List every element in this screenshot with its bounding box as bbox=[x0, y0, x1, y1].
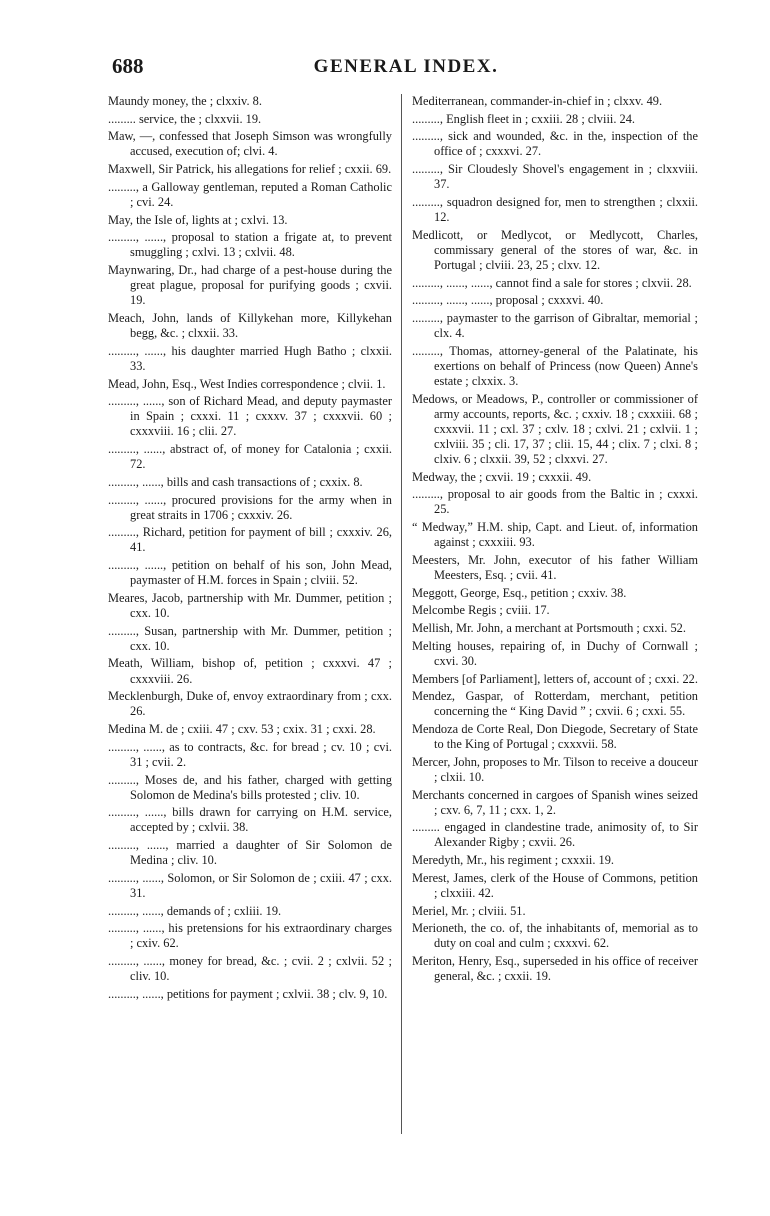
index-entry: ........., ......, his daughter married Hugh Batho ; clxxii. 33. bbox=[108, 343, 392, 373]
index-entry: ........., ......, his pretensions for his extraordinary charges ; cxiv. 62. bbox=[108, 921, 392, 951]
index-entry: Mead, John, Esq., West Indies correspondence ; clvii. 1. bbox=[108, 376, 386, 391]
index-entry: Maynwaring, Dr., had charge of a pest-house during the great plague, proposal for purifying goods ; cxvii. 19. bbox=[108, 263, 392, 308]
index-entry: ........., ......, ......, proposal ; cxxxvi. 40. bbox=[412, 293, 604, 308]
index-entry: ........., proposal to air goods from the Baltic in ; cxxxi. 25. bbox=[412, 487, 698, 517]
index-entry: Melcombe Regis ; cviii. 17. bbox=[412, 603, 550, 618]
index-entry: Melting houses, repairing of, in Duchy of Cornwall ; cxvi. 30. bbox=[412, 638, 698, 668]
column-divider bbox=[401, 94, 402, 1134]
index-entry: ........., Moses de, and his father, charged with getting Solomon de Medina's bills protested ; cliv. 10. bbox=[108, 772, 392, 802]
index-entry: Medows, or Meadows, P., controller or commissioner of army accounts, reports, &c. ; cxxiv. 18 ; cxxxiii. 68 ; cxxxvii. 11 ; cxl. 37 ; cxlv. 18 ; cxlvi. 21 ; cxlvii. 1 ; cxlviii. 35 ; cli. 17, 37 ; clii. 15, 44 ; clix. 7 ; clxi. 8 ; clxiv. 6 ; clxxii. 39, 52 ; clxxvi. 27. bbox=[412, 391, 698, 466]
index-entry: Meesters, Mr. John, executor of his father William Meesters, Esq. ; cvii. 41. bbox=[412, 552, 698, 583]
index-entry: Meriton, Henry, Esq., superseded in his office of receiver general, &c. ; cxxii. 19. bbox=[412, 954, 698, 984]
index-entry: ........., ......, ......, cannot find a sale for stores ; clxvii. 28. bbox=[412, 275, 692, 290]
index-entry: ........., ......, procured provisions for the army when in great straits in 1706 ; cxxxiv. 26. bbox=[108, 492, 392, 522]
index-entry: ........., ......, abstract of, of money for Catalonia ; cxxii. 72. bbox=[108, 442, 392, 472]
index-entry: Mendez, Gaspar, of Rotterdam, merchant, petition concerning the “ King David ” ; cxvii. 6 ; cxxi. 55. bbox=[412, 689, 698, 719]
index-entry: Meath, William, bishop of, petition ; cxxxvi. 47 ; cxxxviii. 26. bbox=[108, 656, 392, 686]
index-entry: ........., Susan, partnership with Mr. Dummer, petition ; cxx. 10. bbox=[108, 623, 392, 653]
page-header bbox=[112, 54, 700, 84]
index-entry: ........., paymaster to the garrison of Gibraltar, memorial ; clx. 4. bbox=[412, 310, 698, 341]
index-entry: Mediterranean, commander-in-chief in ; clxxv. 49. bbox=[412, 94, 663, 108]
index-entry: Meggott, George, Esq., petition ; cxxiv. 38. bbox=[412, 585, 627, 600]
index-entry: Meriel, Mr. ; clviii. 51. bbox=[412, 903, 526, 918]
index-entry: ........., sick and wounded, &c. in the, inspection of the office of ; cxxxvi. 27. bbox=[412, 129, 698, 159]
index-entry: Mendoza de Corte Real, Don Diegode, Secretary of State to the King of Portugal ; cxxxvii. 58. bbox=[412, 722, 698, 752]
index-entry: ........., English fleet in ; cxxiii. 28 ; clviii. 24. bbox=[412, 111, 636, 126]
index-entry: “ Medway,” H.M. ship, Capt. and Lieut. of, information against ; cxxxiii. 93. bbox=[412, 520, 698, 550]
index-entry: ........., ......, as to contracts, &c. for bread ; cv. 10 ; cvi. 31 ; cvii. 2. bbox=[108, 739, 392, 769]
index-entry: Maundy money, the ; clxxiv. 8. bbox=[108, 94, 262, 108]
index-entry: Merchants concerned in cargoes of Spanish wines seized ; cxv. 6, 7, 11 ; cxx. 1, 2. bbox=[412, 787, 698, 817]
index-entry: Medway, the ; cxvii. 19 ; cxxxii. 49. bbox=[412, 469, 592, 484]
index-entry: ........., ......, demands of ; cxliii. 19. bbox=[108, 903, 282, 918]
index-entry: ........., ......, petition on behalf of his son, John Mead, paymaster of H.M. forces in Spain ; clviii. 52. bbox=[108, 558, 392, 588]
index-entry: ........., Richard, petition for payment of bill ; cxxxiv. 26, 41. bbox=[108, 525, 392, 555]
page-title: GENERAL INDEX. bbox=[313, 56, 499, 77]
index-entry: Merioneth, the co. of, the inhabitants of, memorial as to duty on coal and culm ; cxxxvi. 62. bbox=[412, 921, 698, 951]
index-entry: ........., Sir Cloudesly Shovel's engagement in ; clxxviii. 37. bbox=[412, 162, 698, 192]
index-entry: ........., ......, proposal to station a frigate at, to prevent smuggling ; cxlvi. 13 ; cxlvii. 48. bbox=[108, 230, 392, 260]
index-entry: ........., ......, son of Richard Mead, and deputy paymaster in Spain ; cxxxi. 11 ; cxxxv. 37 ; cxxxvii. 60 ; cxxxviii. 16 ; clii. 27. bbox=[108, 394, 392, 439]
index-entry: ........., ......, married a daughter of Sir Solomon de Medina ; cliv. 10. bbox=[108, 838, 392, 868]
index-entry: Medlicott, or Medlycot, or Medlycott, Charles, commissary general of the stores of war, &c. in Portugal ; clviii. 23, 25 ; clxv. 12. bbox=[412, 227, 698, 272]
index-entry: ........., squadron designed for, men to strengthen ; clxxii. 12. bbox=[412, 194, 698, 225]
index-entry: May, the Isle of, lights at ; cxlvi. 13. bbox=[108, 212, 288, 227]
index-entry: ........., a Galloway gentleman, reputed a Roman Catholic ; cvi. 24. bbox=[108, 179, 392, 209]
page-number: 688 bbox=[112, 54, 144, 78]
right-index-column bbox=[412, 94, 698, 987]
index-entry: ........., Thomas, attorney-general of the Palatinate, his exertions on behalf of Princess (now Queen) Anne's estate ; clxxix. 3. bbox=[412, 343, 698, 388]
index-entry: Meach, John, lands of Killykehan more, Killykehan begg, &c. ; clxxii. 33. bbox=[108, 310, 392, 341]
index-entry: ........., ......, Solomon, or Sir Solomon de ; cxiii. 47 ; cxx. 31. bbox=[108, 870, 392, 900]
index-entry: ........., ......, bills drawn for carrying on H.M. service, accepted by ; cxlvii. 38. bbox=[108, 805, 392, 835]
index-entry: Meares, Jacob, partnership with Mr. Dummer, petition ; cxx. 10. bbox=[108, 590, 392, 620]
index-entry: Mercer, John, proposes to Mr. Tilson to receive a douceur ; clxii. 10. bbox=[412, 754, 698, 784]
index-entry: ........., ......, petitions for payment ; cxlvii. 38 ; clv. 9, 10. bbox=[108, 986, 388, 1001]
index-entry: ........., ......, money for bread, &c. ; cvii. 2 ; cxlvii. 52 ; cliv. 10. bbox=[108, 954, 392, 984]
index-entry: Maw, —, confessed that Joseph Simson was wrongfully accused, execution of; clvi. 4. bbox=[108, 129, 392, 159]
index-entry: Members [of Parliament], letters of, account of ; cxxi. 22. bbox=[412, 671, 698, 686]
left-index-column bbox=[108, 94, 392, 1005]
index-entry: Mecklenburgh, Duke of, envoy extraordinary from ; cxx. 26. bbox=[108, 689, 392, 719]
index-entry: Meredyth, Mr., his regiment ; cxxxii. 19. bbox=[412, 853, 615, 868]
index-entry: ......... service, the ; clxxvii. 19. bbox=[108, 111, 262, 126]
index-entry: ......... engaged in clandestine trade, animosity of, to Sir Alexander Rigby ; cxvii. 26. bbox=[412, 820, 698, 850]
index-entry: ........., ......, bills and cash transactions of ; cxxix. 8. bbox=[108, 474, 363, 489]
index-entry: Maxwell, Sir Patrick, his allegations for relief ; cxxii. 69. bbox=[108, 162, 392, 177]
index-entry: Merest, James, clerk of the House of Commons, petition ; clxxiii. 42. bbox=[412, 870, 698, 900]
index-entry: Mellish, Mr. John, a merchant at Portsmouth ; cxxi. 52. bbox=[412, 621, 686, 636]
index-entry: Medina M. de ; cxiii. 47 ; cxv. 53 ; cxix. 31 ; cxxi. 28. bbox=[108, 722, 376, 737]
